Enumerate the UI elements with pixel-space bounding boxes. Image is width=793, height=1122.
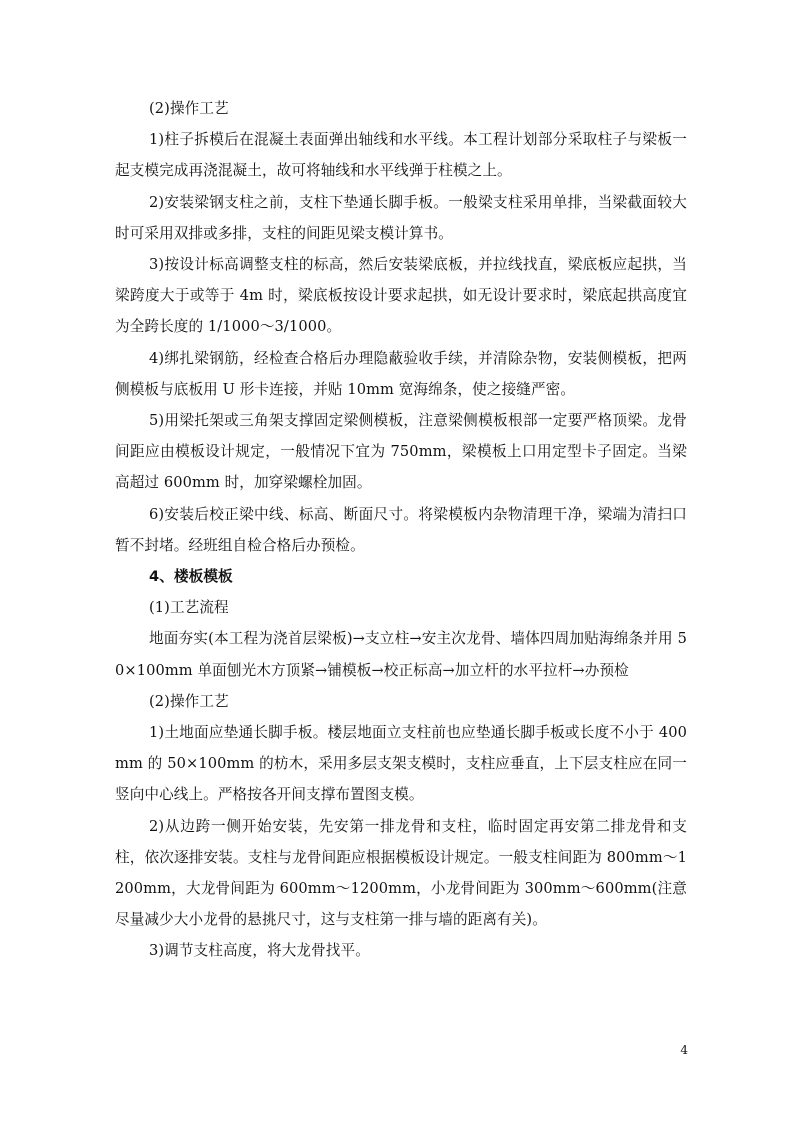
paragraph-step-6: 6)安装后校正梁中线、标高、断面尺寸。将梁模板内杂物清理干净，梁端为清扫口暂不封堵。经班组自检合格后办预检。: [115, 505, 687, 554]
subheading-process-flow: (1)工艺流程: [149, 599, 229, 617]
section-heading-floor-formwork: 4、楼板模板: [149, 568, 233, 586]
paragraph-process-flow: 地面夯实(本工程为浇首层梁板)→支立柱→安主次龙骨、墙体四周加贴海绵条并用 50×100mm 单面刨光木方顶紧→铺模板→校正标高→加立杆的水平拉杆→办预检: [115, 630, 687, 679]
paragraph-floor-step-3: 3)调节支柱高度，将大龙骨找平。: [149, 942, 370, 960]
paragraph-floor-step-1: 1)土地面应垫通长脚手板。楼层地面立支柱前也应垫通长脚手板或长度不小于 400mm 的 50×100mm 的枋木，采用多层支架支模时，支柱应垂直，上下层支柱应在同一竖向中心线上。严格按各开间支撑布置图支模。: [115, 724, 687, 804]
paragraph-step-4: 4)绑扎梁钢筋，经检查合格后办理隐蔽验收手续，并清除杂物，安装侧模板，把两侧模板与底板用 U 形卡连接，并贴 10mm 宽海绵条，使之接缝严密。: [115, 349, 687, 398]
paragraph-floor-step-2: 2)从边跨一侧开始安装，先安第一排龙骨和支柱，临时固定再安第二排龙骨和支柱，依次逐排安装。支柱与龙骨间距应根据模板设计规定。一般支柱间距为 800mm～1200mm，大龙骨间距为 600mm～1200mm，小龙骨间距为 300mm～600mm(注意尽量减少大小龙骨的悬挑尺寸，这与支柱第一排与墙的距离有关)。: [115, 817, 687, 929]
paragraph-step-5: 5)用梁托架或三角架支撑固定梁侧模板，注意梁侧模板根部一定要严格顶梁。龙骨间距应由模板设计规定，一般情况下宜为 750mm，梁模板上口用定型卡子固定。当梁高超过 600mm 时，加穿梁螺栓加固。: [115, 412, 687, 492]
document-body: [115, 93, 687, 967]
paragraph-step-3: 3)按设计标高调整支柱的标高，然后安装梁底板，并拉线找直，梁底板应起拱，当梁跨度大于或等于 4m 时，梁底板按设计要求起拱，如无设计要求时，梁底起拱高度宜为全跨长度的 1/1000～3/1000。: [115, 256, 687, 336]
page-number: 4: [680, 1043, 688, 1057]
subheading-operation-process-2: (2)操作工艺: [149, 692, 229, 710]
paragraph-step-2: 2)安装梁钢支柱之前，支柱下垫通长脚手板。一般梁支柱采用单排，当梁截面较大时可采用双排或多排，支柱的间距见梁支模计算书。: [115, 193, 687, 242]
subheading-operation-process: (2)操作工艺: [149, 100, 229, 117]
paragraph-step-1: 1)柱子拆模后在混凝土表面弹出轴线和水平线。本工程计划部分采取柱子与梁板一起支模完成再浇混凝土，故可将轴线和水平线弹于柱模之上。: [115, 131, 687, 180]
